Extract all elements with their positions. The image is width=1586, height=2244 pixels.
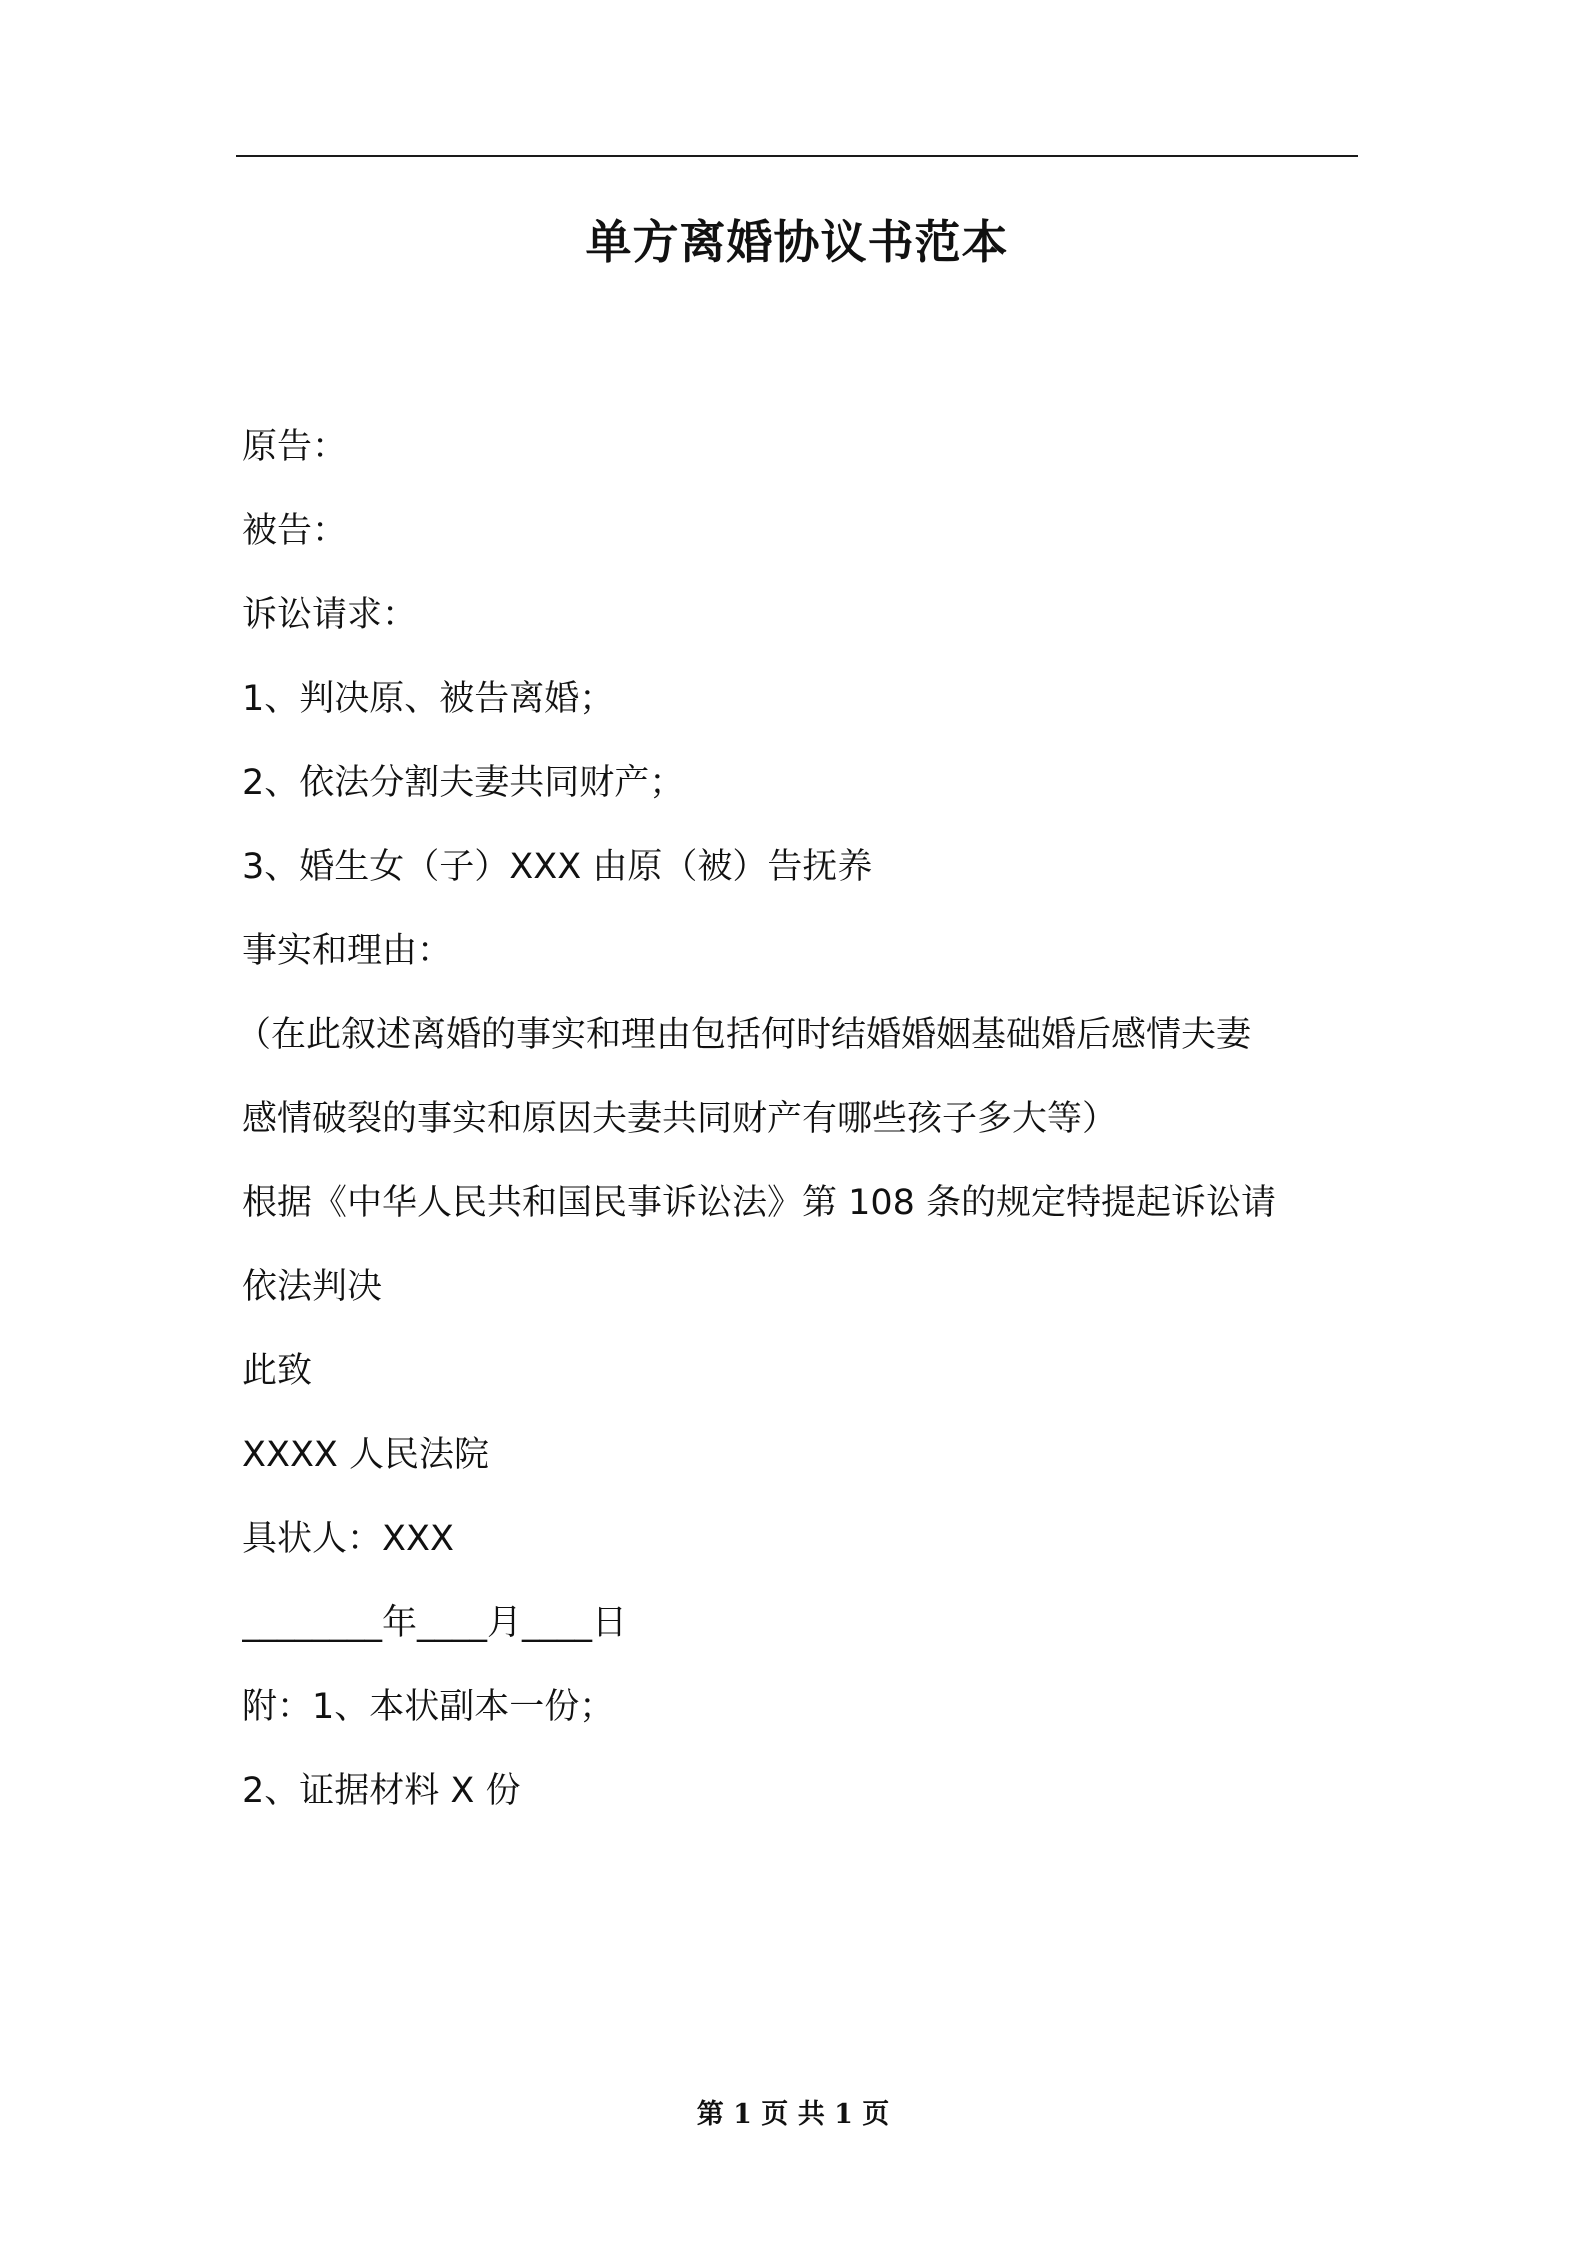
claim-item-3: 3、婚生女（子）XXX 由原（被）告抚养	[242, 847, 873, 887]
facts-heading: 事实和理由：	[242, 931, 453, 971]
court-name-line: XXXX 人民法院	[242, 1435, 490, 1475]
header-rule	[236, 155, 1358, 157]
petitioner-line: 具状人：XXX	[242, 1519, 454, 1559]
attachment-item-2: 2、证据材料 X 份	[242, 1771, 521, 1811]
attachment-item-1: 附：1、本状副本一份；	[242, 1687, 615, 1727]
defendant-line: 被告：	[242, 511, 348, 551]
document-body	[236, 405, 1360, 1833]
legal-basis-line-2: 依法判决	[242, 1267, 383, 1307]
facts-text-line-1: （在此叙述离婚的事实和理由包括何时结婚婚姻基础婚后感情夫妻	[236, 1015, 1252, 1055]
salutation-line: 此致	[242, 1351, 313, 1391]
claims-heading: 诉讼请求：	[242, 595, 418, 635]
legal-basis-line-1: 根据《中华人民共和国民事诉讼法》第 108 条的规定特提起诉讼请	[242, 1183, 1277, 1223]
claim-item-2: 2、依法分割夫妻共同财产；	[242, 763, 685, 803]
facts-text-line-2: 感情破裂的事实和原因夫妻共同财产有哪些孩子多大等）	[242, 1099, 1118, 1139]
page-title: 单方离婚协议书范本	[585, 215, 1009, 269]
date-line: ________年____月____日	[242, 1603, 628, 1643]
plaintiff-line: 原告：	[242, 427, 348, 467]
claim-item-1: 1、判决原、被告离婚；	[242, 679, 615, 719]
page-number-footer: 第 1 页 共 1 页	[696, 2099, 890, 2130]
